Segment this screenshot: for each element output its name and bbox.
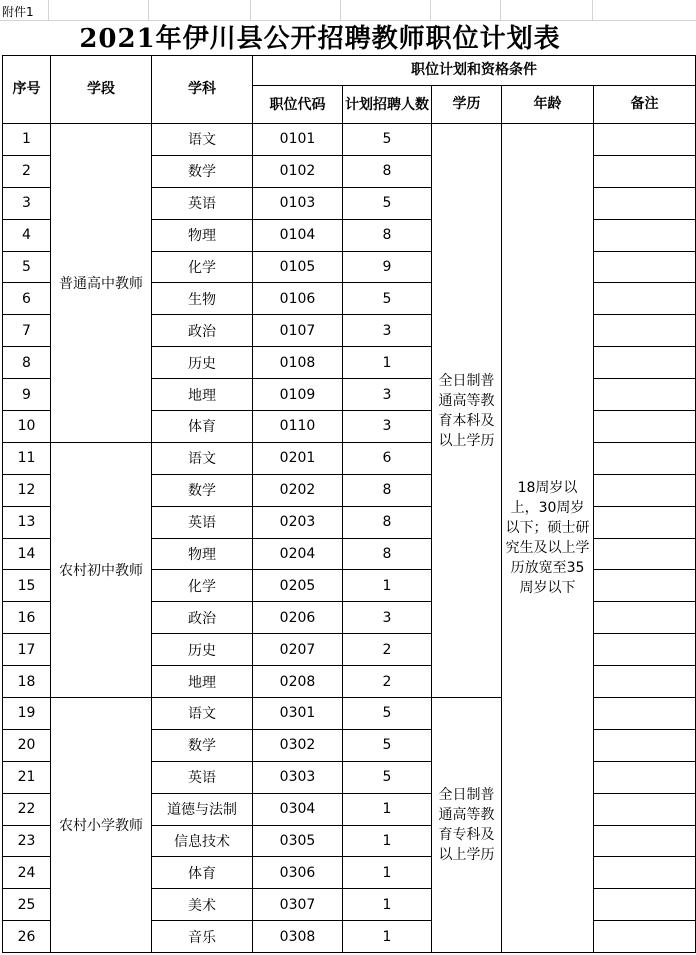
cell-count: 9 — [343, 251, 432, 283]
cell-subject: 化学 — [152, 570, 253, 602]
cell-remark — [594, 347, 696, 379]
cell-code: 0107 — [253, 315, 343, 347]
cell-seq: 9 — [3, 379, 51, 411]
cell-count: 5 — [343, 124, 432, 156]
cell-seq: 6 — [3, 283, 51, 315]
cell-count: 1 — [343, 347, 432, 379]
age-requirement: 18周岁以上，30周岁以下；硕士研究生及以上学历放宽至35周岁以下 — [502, 124, 594, 953]
cell-code: 0208 — [253, 666, 343, 698]
cell-subject: 音乐 — [152, 921, 253, 953]
cell-subject: 地理 — [152, 666, 253, 698]
cell-subject: 化学 — [152, 251, 253, 283]
attachment-label: 附件1 — [2, 5, 34, 19]
cell-seq: 26 — [3, 921, 51, 953]
grid-line — [250, 0, 251, 20]
cell-subject: 英语 — [152, 187, 253, 219]
cell-count: 3 — [343, 379, 432, 411]
cell-subject: 政治 — [152, 602, 253, 634]
header-group: 职位计划和资格条件 — [253, 56, 696, 86]
cell-code: 0207 — [253, 634, 343, 666]
cell-code: 0306 — [253, 857, 343, 889]
cell-count: 6 — [343, 442, 432, 474]
header-education: 学历 — [432, 86, 502, 124]
cell-code: 0102 — [253, 155, 343, 187]
cell-subject: 物理 — [152, 538, 253, 570]
cell-subject: 体育 — [152, 857, 253, 889]
stage-high: 普通高中教师 — [51, 124, 152, 443]
cell-subject: 信息技术 — [152, 825, 253, 857]
cell-subject: 数学 — [152, 729, 253, 761]
cell-code: 0204 — [253, 538, 343, 570]
cell-subject: 生物 — [152, 283, 253, 315]
cell-code: 0101 — [253, 124, 343, 156]
cell-remark — [594, 666, 696, 698]
cell-remark — [594, 729, 696, 761]
cell-subject: 物理 — [152, 219, 253, 251]
cell-remark — [594, 474, 696, 506]
cell-code: 0301 — [253, 698, 343, 730]
cell-subject: 语文 — [152, 124, 253, 156]
cell-remark — [594, 411, 696, 443]
cell-count: 5 — [343, 729, 432, 761]
cell-count: 5 — [343, 187, 432, 219]
cell-seq: 22 — [3, 793, 51, 825]
cell-remark — [594, 251, 696, 283]
cell-remark — [594, 379, 696, 411]
cell-seq: 19 — [3, 698, 51, 730]
header-count: 计划招聘人数 — [343, 86, 432, 124]
grid-line — [48, 0, 49, 20]
cell-count: 1 — [343, 570, 432, 602]
grid-line — [500, 0, 501, 20]
cell-code: 0108 — [253, 347, 343, 379]
cell-code: 0206 — [253, 602, 343, 634]
cell-code: 0308 — [253, 921, 343, 953]
cell-seq: 10 — [3, 411, 51, 443]
cell-remark — [594, 602, 696, 634]
cell-code: 0104 — [253, 219, 343, 251]
cell-code: 0305 — [253, 825, 343, 857]
cell-code: 0109 — [253, 379, 343, 411]
cell-seq: 14 — [3, 538, 51, 570]
cell-code: 0105 — [253, 251, 343, 283]
cell-remark — [594, 793, 696, 825]
cell-seq: 2 — [3, 155, 51, 187]
cell-seq: 4 — [3, 219, 51, 251]
cell-code: 0110 — [253, 411, 343, 443]
education-bachelor: 全日制普通高等教育本科及以上学历 — [432, 124, 502, 698]
cell-seq: 18 — [3, 666, 51, 698]
cell-remark — [594, 889, 696, 921]
header-seq: 序号 — [3, 56, 51, 124]
header-stage: 学段 — [51, 56, 152, 124]
cell-count: 3 — [343, 315, 432, 347]
cell-subject: 数学 — [152, 474, 253, 506]
cell-remark — [594, 124, 696, 156]
cell-count: 1 — [343, 889, 432, 921]
cell-seq: 15 — [3, 570, 51, 602]
recruitment-table — [2, 55, 696, 953]
cell-subject: 体育 — [152, 411, 253, 443]
cell-remark — [594, 538, 696, 570]
cell-code: 0205 — [253, 570, 343, 602]
cell-count: 3 — [343, 411, 432, 443]
cell-code: 0302 — [253, 729, 343, 761]
cell-subject: 历史 — [152, 634, 253, 666]
cell-subject: 英语 — [152, 761, 253, 793]
stage-primary: 农村小学教师 — [51, 698, 152, 953]
cell-code: 0106 — [253, 283, 343, 315]
cell-code: 0307 — [253, 889, 343, 921]
cell-seq: 16 — [3, 602, 51, 634]
cell-subject: 语文 — [152, 442, 253, 474]
cell-code: 0103 — [253, 187, 343, 219]
header-subject: 学科 — [152, 56, 253, 124]
cell-seq: 7 — [3, 315, 51, 347]
cell-remark — [594, 187, 696, 219]
cell-seq: 11 — [3, 442, 51, 474]
attachment-bar — [0, 0, 696, 21]
cell-subject: 英语 — [152, 506, 253, 538]
cell-remark — [594, 570, 696, 602]
cell-seq: 8 — [3, 347, 51, 379]
cell-count: 3 — [343, 602, 432, 634]
cell-remark — [594, 442, 696, 474]
cell-seq: 23 — [3, 825, 51, 857]
cell-count: 2 — [343, 666, 432, 698]
cell-count: 8 — [343, 538, 432, 570]
cell-count: 8 — [343, 506, 432, 538]
grid-line — [430, 0, 431, 20]
cell-remark — [594, 921, 696, 953]
cell-count: 1 — [343, 857, 432, 889]
cell-subject: 政治 — [152, 315, 253, 347]
cell-subject: 语文 — [152, 698, 253, 730]
cell-seq: 12 — [3, 474, 51, 506]
grid-line — [592, 0, 593, 20]
cell-subject: 道德与法制 — [152, 793, 253, 825]
cell-seq: 3 — [3, 187, 51, 219]
header-remark: 备注 — [594, 86, 696, 124]
stage-middle: 农村初中教师 — [51, 442, 152, 697]
cell-remark — [594, 219, 696, 251]
cell-seq: 21 — [3, 761, 51, 793]
cell-count: 5 — [343, 761, 432, 793]
cell-remark — [594, 634, 696, 666]
cell-subject: 美术 — [152, 889, 253, 921]
cell-count: 8 — [343, 219, 432, 251]
cell-seq: 1 — [3, 124, 51, 156]
cell-remark — [594, 698, 696, 730]
cell-remark — [594, 315, 696, 347]
cell-code: 0203 — [253, 506, 343, 538]
grid-line — [340, 0, 341, 20]
cell-seq: 24 — [3, 857, 51, 889]
cell-remark — [594, 761, 696, 793]
cell-count: 8 — [343, 155, 432, 187]
cell-remark — [594, 155, 696, 187]
cell-count: 5 — [343, 283, 432, 315]
page-title: 2021年伊川县公开招聘教师职位计划表 — [79, 24, 561, 54]
cell-remark — [594, 283, 696, 315]
cell-count: 2 — [343, 634, 432, 666]
cell-subject: 地理 — [152, 379, 253, 411]
cell-subject: 历史 — [152, 347, 253, 379]
cell-count: 1 — [343, 793, 432, 825]
cell-remark — [594, 825, 696, 857]
cell-remark — [594, 857, 696, 889]
cell-count: 1 — [343, 825, 432, 857]
cell-seq: 17 — [3, 634, 51, 666]
header-age: 年龄 — [502, 86, 594, 124]
table-row — [3, 124, 696, 156]
grid-line — [148, 0, 149, 20]
cell-code: 0201 — [253, 442, 343, 474]
cell-code: 0304 — [253, 793, 343, 825]
education-college: 全日制普通高等教育专科及以上学历 — [432, 698, 502, 953]
cell-seq: 20 — [3, 729, 51, 761]
cell-count: 5 — [343, 698, 432, 730]
cell-count: 1 — [343, 921, 432, 953]
cell-subject: 数学 — [152, 155, 253, 187]
cell-seq: 25 — [3, 889, 51, 921]
cell-seq: 13 — [3, 506, 51, 538]
cell-count: 8 — [343, 474, 432, 506]
header-code: 职位代码 — [253, 86, 343, 124]
cell-seq: 5 — [3, 251, 51, 283]
cell-code: 0202 — [253, 474, 343, 506]
cell-code: 0303 — [253, 761, 343, 793]
cell-remark — [594, 506, 696, 538]
